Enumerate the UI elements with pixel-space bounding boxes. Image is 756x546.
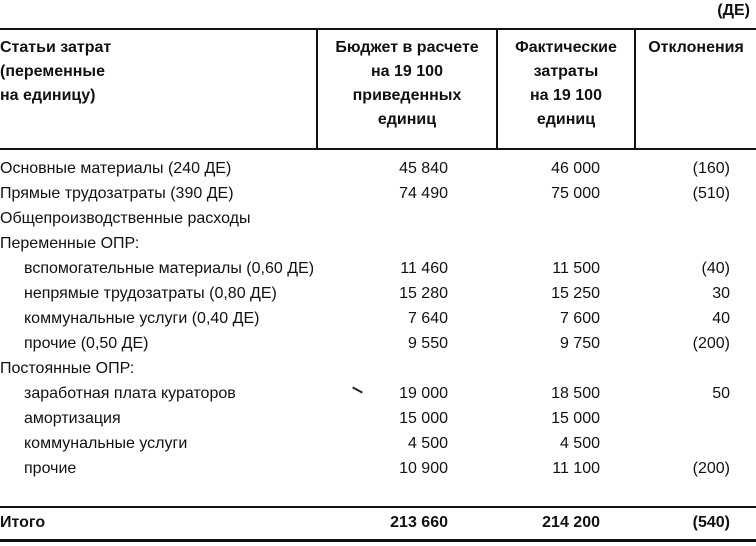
variance-value: 30 (712, 285, 730, 302)
total-label: Итого (0, 514, 46, 531)
header-budget (318, 36, 496, 132)
actual-value: 15 000 (551, 410, 600, 427)
row-label: амортизация (24, 410, 121, 427)
actual-value: 15 250 (551, 285, 600, 302)
budget-value: 9 550 (407, 335, 448, 352)
header-line: Статьи затрат (0, 39, 112, 56)
variance-value: (160) (692, 160, 730, 177)
table-row (0, 356, 756, 381)
total-rule (0, 506, 756, 508)
actual-value: 11 100 (552, 460, 600, 477)
budget-value: 15 000 (399, 410, 448, 427)
header-line: (переменные (0, 63, 105, 80)
table-row (0, 331, 756, 356)
header-line: Фактические (515, 39, 617, 56)
actual-value: 7 600 (559, 310, 600, 327)
row-label: Переменные ОПР: (0, 235, 140, 252)
table-row (0, 406, 756, 431)
unit-label: (ДЕ) (717, 2, 750, 19)
header-line: приведенных (352, 87, 462, 104)
header-line: на 19 100 (530, 87, 602, 104)
header-variance (636, 36, 756, 60)
table-row (0, 306, 756, 331)
row-label: коммунальные услуги (0,40 ДЕ) (24, 310, 260, 327)
table-row (0, 256, 756, 281)
budget-value: 4 500 (407, 435, 448, 452)
budget-value: 15 280 (399, 285, 448, 302)
actual-value: 46 000 (551, 160, 600, 177)
actual-value: 11 500 (552, 260, 600, 277)
actual-value: 75 000 (551, 185, 600, 202)
header-cost-items (0, 36, 111, 108)
variance-value: (40) (701, 260, 730, 277)
actual-value: 9 750 (559, 335, 600, 352)
header-rule (0, 148, 756, 150)
table-top-rule (0, 28, 756, 30)
total-row (0, 510, 756, 536)
header-line: единиц (377, 111, 437, 128)
row-label: коммунальные услуги (24, 435, 188, 452)
table-row (0, 231, 756, 256)
table-row (0, 181, 756, 206)
variance-value: (510) (692, 185, 730, 202)
table-row (0, 456, 756, 481)
header-line: единиц (536, 111, 596, 128)
row-label: заработная плата кураторов (24, 385, 236, 402)
budget-value: 7 640 (407, 310, 448, 327)
table-body (0, 156, 756, 481)
variance-value: 40 (712, 310, 730, 327)
header-line: Бюджет в расчете (335, 39, 479, 56)
row-label: непрямые трудозатраты (0,80 ДЕ) (24, 285, 277, 302)
variance-value: (200) (692, 335, 730, 352)
total-variance: (540) (692, 514, 730, 531)
budget-value: 11 460 (400, 260, 448, 277)
table-row (0, 156, 756, 181)
row-label: Основные материалы (240 ДЕ) (0, 160, 232, 177)
budget-value: 19 000 (399, 385, 448, 402)
budget-value: 10 900 (399, 460, 448, 477)
header-line: Отклонения (648, 39, 744, 56)
budget-value: 74 490 (399, 185, 448, 202)
table-row (0, 431, 756, 456)
table-row (0, 381, 756, 406)
budget-value: 45 840 (399, 160, 448, 177)
table-bottom-rule (0, 539, 756, 542)
row-label: Прямые трудозатраты (390 ДЕ) (0, 185, 234, 202)
total-actual: 214 200 (542, 514, 600, 531)
total-budget: 213 660 (390, 514, 448, 531)
row-label: Постоянные ОПР: (0, 360, 135, 377)
table-row (0, 281, 756, 306)
table-row (0, 206, 756, 231)
row-label: прочие (0,50 ДЕ) (24, 335, 149, 352)
actual-value: 4 500 (559, 435, 600, 452)
header-line: на 19 100 (371, 63, 443, 80)
row-label: вспомогательные материалы (0,60 ДЕ) (24, 260, 315, 277)
variance-value: (200) (692, 460, 730, 477)
header-line: затраты (533, 63, 599, 80)
header-line: на единицу) (0, 87, 96, 104)
row-label: Общепроизводственные расходы (0, 210, 251, 227)
row-label: прочие (24, 460, 77, 477)
actual-value: 18 500 (551, 385, 600, 402)
variance-value: 50 (712, 385, 730, 402)
header-actual (498, 36, 634, 132)
